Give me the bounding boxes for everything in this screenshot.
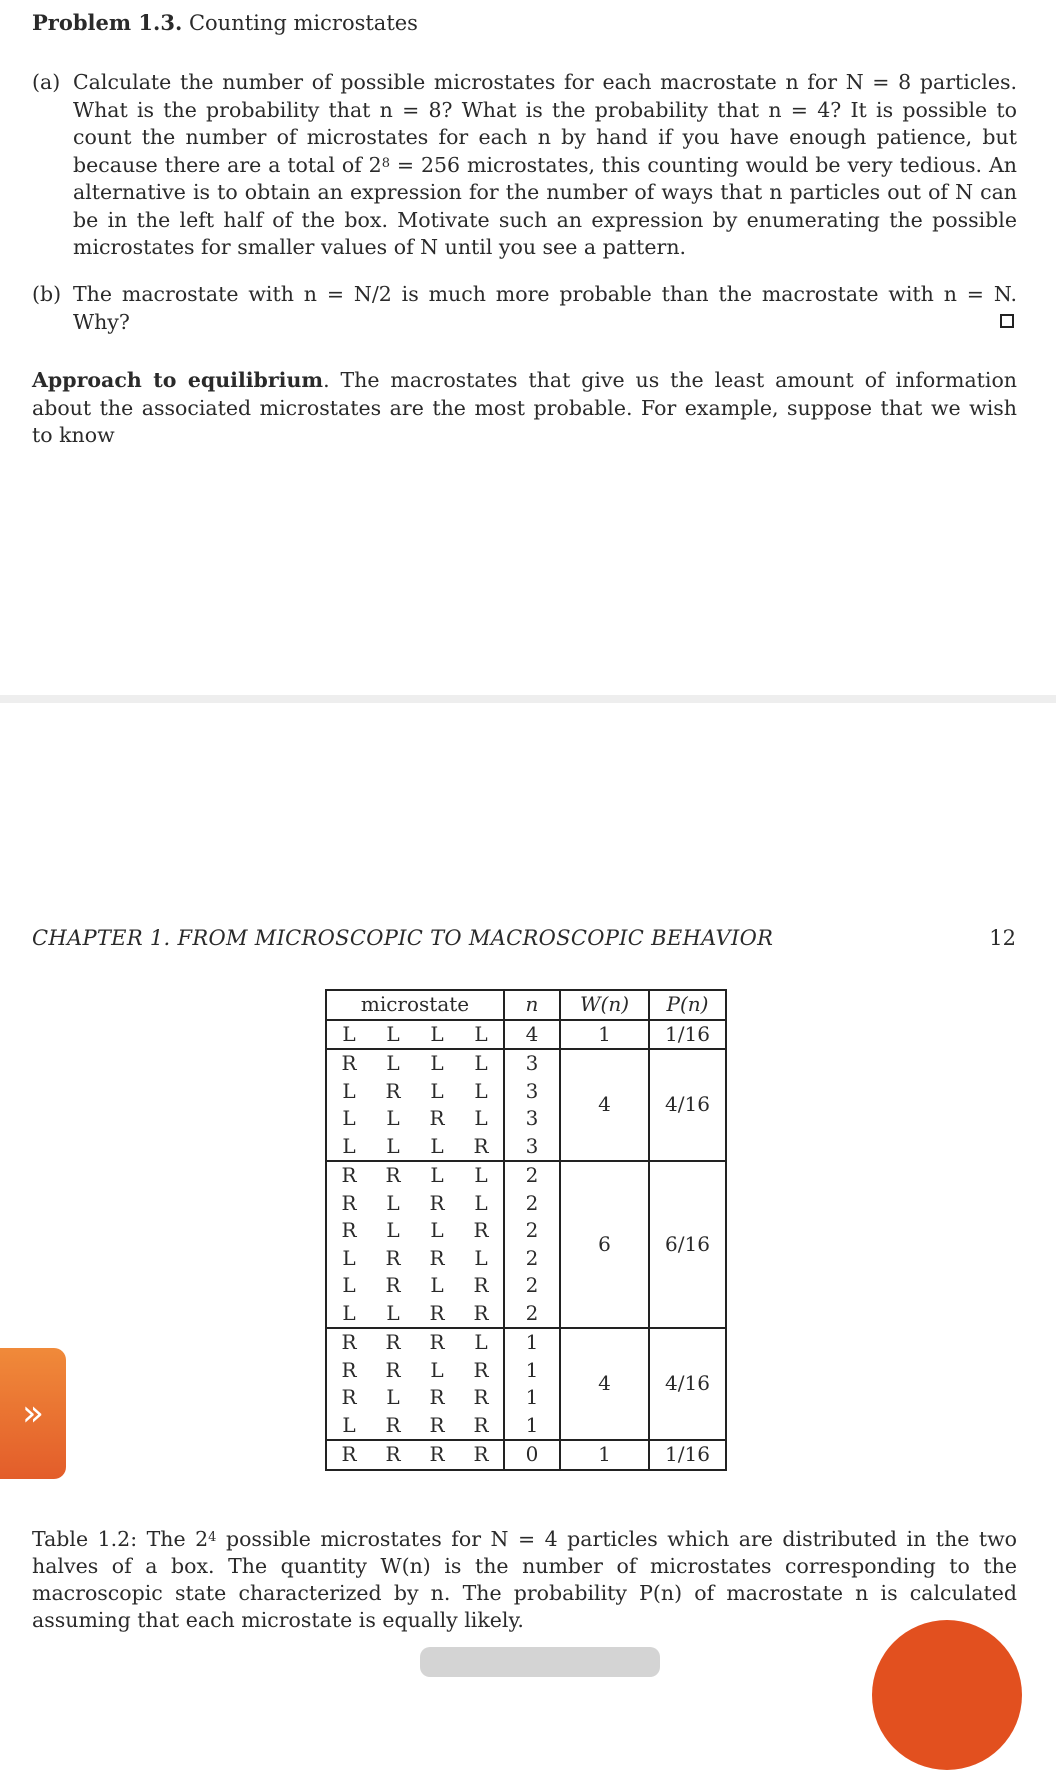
microstate-cell: L — [430, 1078, 444, 1103]
equilibrium-heading: Approach to equilibrium — [32, 368, 324, 392]
n-cell: 3 — [504, 1049, 560, 1078]
microstate-cell: L — [326, 1272, 371, 1300]
microstate-cell: R — [473, 1412, 489, 1437]
n-cell: 2 — [504, 1300, 560, 1329]
microstate-cell: L — [459, 1161, 504, 1190]
microstate-cell: L — [474, 1245, 488, 1270]
microstate-cell: R — [429, 1412, 445, 1437]
table-header-row — [326, 990, 726, 1020]
n-cell: 3 — [504, 1105, 560, 1133]
header-w: W(n) — [560, 990, 649, 1020]
microstate-cell: L — [415, 1020, 459, 1050]
microstate-cell: R — [326, 1217, 371, 1245]
microstate-cell: R — [473, 1385, 489, 1409]
microstate-cell: R — [326, 1440, 371, 1470]
microstate-cell: R — [385, 1357, 401, 1382]
floating-action-button[interactable] — [872, 1620, 1022, 1770]
part-b-label: (b) — [32, 282, 62, 306]
n-cell: 3 — [504, 1078, 560, 1106]
microstate-cell: L — [326, 1412, 371, 1441]
microstate-cell: R — [371, 1440, 415, 1470]
n-cell: 1 — [504, 1357, 560, 1385]
p-cell: 6/16 — [649, 1161, 726, 1328]
header-p: P(n) — [649, 990, 726, 1020]
microstate-cell: L — [371, 1049, 415, 1078]
microstate-cell: L — [474, 1106, 488, 1130]
microstate-cell: R — [429, 1385, 445, 1409]
n-cell: 1 — [504, 1384, 560, 1412]
microstate-cell: R — [429, 1245, 445, 1270]
microstate-cell: R — [385, 1245, 401, 1270]
w-cell: 4 — [560, 1049, 649, 1161]
microstate-cell: L — [386, 1218, 400, 1242]
microstate-cell: L — [326, 1133, 371, 1162]
problem-label: Problem 1.3. — [32, 10, 183, 35]
n-cell: 2 — [504, 1272, 560, 1300]
microstate-cell: R — [429, 1300, 445, 1325]
microstate-cell: R — [415, 1328, 459, 1357]
page-2 — [0, 703, 1056, 1658]
header-microstate: microstate — [326, 990, 504, 1020]
table-caption: Table 1.2: The $2^4$ possible microstates for N = 4 particles which are distributed in the two halves of a box. The quantity W(n) is the number of microstates corresponding to the macroscopic state characterized by n. The probability P(n) of macrostate n is calculated assuming that each microstate is equally likely. — [32, 1527, 1017, 1632]
running-head: CHAPTER 1. FROM MICROSCOPIC TO MACROSCOPIC BEHAVIOR — [32, 926, 774, 950]
part-a — [32, 69, 1017, 262]
problem-title: Counting microstates — [188, 11, 418, 35]
microstate-cell: L — [430, 1357, 444, 1382]
n-cell: 1 — [504, 1412, 560, 1441]
microstate-cell: R — [371, 1328, 415, 1357]
microstate-cell: R — [326, 1049, 371, 1078]
n-cell: 2 — [504, 1190, 560, 1218]
part-a-label: (a) — [32, 70, 61, 94]
table-row — [326, 1020, 726, 1050]
microstate-cell: R — [385, 1273, 401, 1297]
table-row — [326, 1440, 726, 1470]
microstate-cell: L — [459, 1328, 504, 1357]
microstate-cell: L — [474, 1190, 488, 1215]
microstate-cell: R — [473, 1300, 489, 1325]
n-cell: 1 — [504, 1328, 560, 1357]
microstate-cell: L — [326, 1245, 371, 1273]
microstate-cell: R — [326, 1328, 371, 1357]
n-cell: 2 — [504, 1161, 560, 1190]
microstate-cell: R — [415, 1440, 459, 1470]
problem-heading — [32, 10, 418, 35]
n-cell: 2 — [504, 1245, 560, 1273]
microstate-cell: L — [459, 1020, 504, 1050]
page-separator — [0, 695, 1056, 703]
microstate-cell: L — [474, 1078, 488, 1103]
microstate-cell: L — [430, 1133, 444, 1158]
w-cell: 4 — [560, 1328, 649, 1440]
p-cell: 1/16 — [649, 1020, 726, 1050]
n-cell: 2 — [504, 1217, 560, 1245]
equilibrium-paragraph — [32, 367, 1017, 450]
microstate-cell: L — [371, 1020, 415, 1050]
microstate-cell: L — [326, 1105, 371, 1133]
microstate-cell: R — [385, 1412, 401, 1437]
part-b — [32, 281, 1017, 336]
microstate-cell: R — [326, 1190, 371, 1218]
n-cell: 0 — [504, 1440, 560, 1470]
double-chevron-right-icon: » — [21, 1393, 45, 1434]
microstate-cell: L — [415, 1049, 459, 1078]
page-1 — [0, 0, 1056, 695]
microstate-cell: R — [473, 1133, 489, 1158]
table-row — [326, 1328, 726, 1357]
microstate-cell: R — [429, 1106, 445, 1130]
n-cell: 4 — [504, 1020, 560, 1050]
microstate-cell: R — [429, 1190, 445, 1215]
microstate-cell: L — [459, 1049, 504, 1078]
n-cell: 3 — [504, 1133, 560, 1162]
microstate-cell: L — [326, 1020, 371, 1050]
header-n: n — [504, 990, 560, 1020]
microstate-cell: R — [326, 1357, 371, 1385]
part-a-text: Calculate the number of possible microstates for each macrostate n for N = 8 particles. What is the probability that n = 8? What is the probability that n = 4? It is possible to count the number of microstates for each n by hand if you have enough patience, but because there are a total of $2^8 = 256$ microstates, this counting would be very tedious. An alternative is to obtain an expression for the number of ways that n particles out of N can be in the left half of the box. Motivate such an expression by enumerating the possible microstates for smaller values of N until you see a pattern. — [73, 70, 1017, 259]
microstate-cell: L — [415, 1161, 459, 1190]
p-cell: 1/16 — [649, 1440, 726, 1470]
microstate-cell: R — [371, 1161, 415, 1190]
bottom-bar-handle[interactable] — [420, 1647, 660, 1677]
p-cell: 4/16 — [649, 1049, 726, 1161]
microstate-cell: L — [326, 1300, 371, 1329]
microstate-cell: L — [430, 1218, 444, 1242]
microstate-cell: R — [473, 1273, 489, 1297]
microstate-cell: R — [326, 1384, 371, 1412]
microstate-cell: L — [430, 1273, 444, 1297]
p-cell: 4/16 — [649, 1328, 726, 1440]
microstate-cell: L — [386, 1385, 400, 1409]
microstate-cell: R — [473, 1357, 489, 1382]
w-cell: 1 — [560, 1440, 649, 1470]
equilibrium-text: . The macrostates that give us the least amount of information about the associated microstates are the most probable. For example, suppose that we wish to know — [32, 368, 1018, 447]
microstate-cell: L — [386, 1190, 400, 1215]
table-row — [326, 1049, 726, 1078]
page-number: 12 — [989, 926, 1016, 950]
microstate-cell: R — [385, 1078, 401, 1103]
part-b-text: The macrostate with n = N/2 is much more probable than the macrostate with n = N. Why? — [73, 282, 1017, 334]
microstate-cell: L — [386, 1300, 400, 1325]
microstate-cell: R — [459, 1440, 504, 1470]
microstate-cell: L — [386, 1133, 400, 1158]
microstate-cell: L — [326, 1078, 371, 1106]
next-page-button[interactable] — [0, 1348, 66, 1479]
w-cell: 1 — [560, 1020, 649, 1050]
table-row — [326, 1161, 726, 1190]
end-of-problem-square-icon — [1000, 314, 1014, 328]
w-cell: 6 — [560, 1161, 649, 1328]
microstate-cell: L — [386, 1106, 400, 1130]
microstate-cell: R — [473, 1218, 489, 1242]
microstate-table — [325, 989, 727, 1471]
microstate-cell: R — [326, 1161, 371, 1190]
